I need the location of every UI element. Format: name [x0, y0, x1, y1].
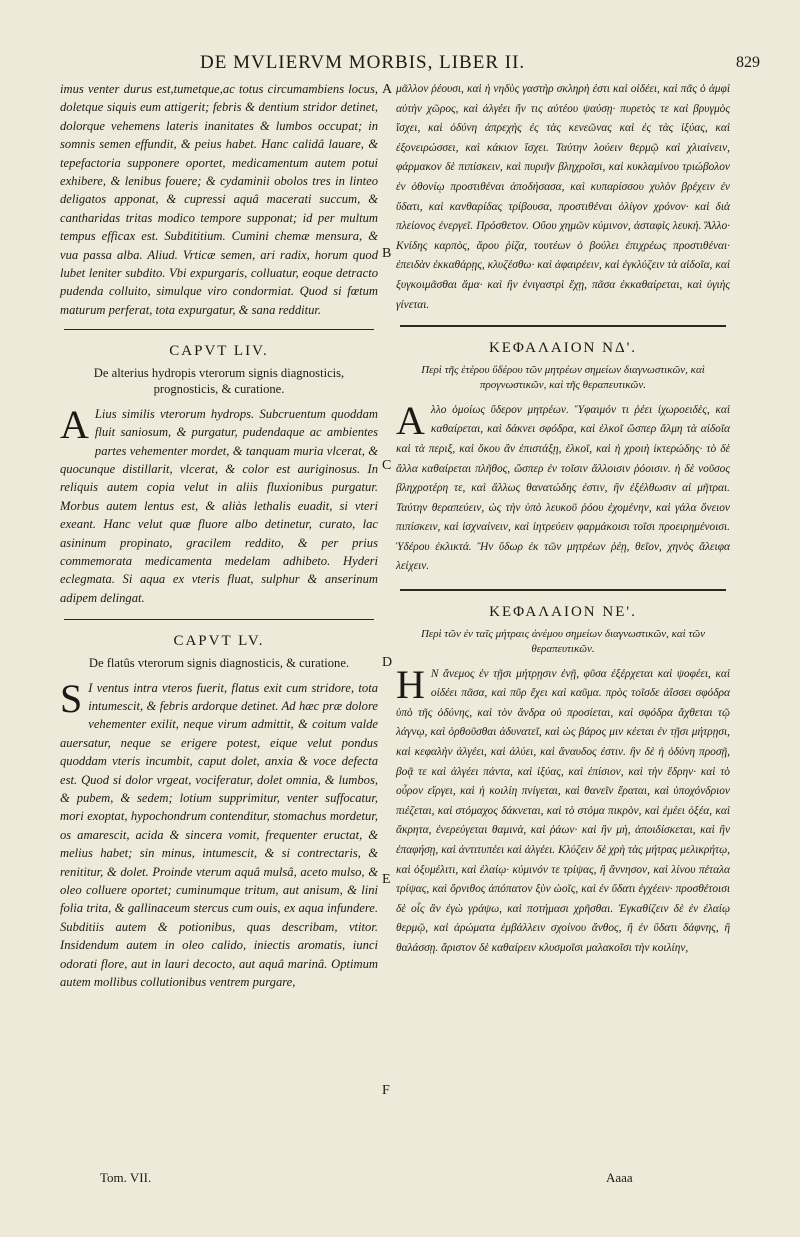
chapter-55-text: I ventus intra vteros fuerit, flatus exit cum stridore, tota intumescit, & febris ardorque detinet. Ad hæc præ dolore vehementer exilit, neque virum admittit, & coitum valde auersatur, neque se erigere potest, eique velut pondus quoddam vteris incumbit, caput dolet, anxia & voce defecta est. Quod si dolor vrgeat, vociferatur, dolet omnia, & lumbos, & pubem, & sedem; lotium supprimitur, venter suffocatur, mori exoptat, hypochondrum contenditur, stomachus mordetur, os amarescit, acida & sincera vomit, frequenter eructat, & melius habet; sin minus, intumescit, & si contrectaris, & renititur, & dolet. Proinde vterum aquâ mulsâ, aceto mulso, & oleo colluere oportet; cuminumque tritum, aut anisum, & lini folia trita, & gallinaceum stercus cum ouis, ex aqua infundere. Subditiis autem & potionibus, quas describam, vtitor. Insidendum autem in oleo calido, iniectis aromatis, iunci odorati flore, aut in lauri decocto, aut aquâ marinâ. Optimum autem mollibus collutionibus ventrem purgare, — [60, 680, 378, 990]
margin-letter-c: C — [382, 458, 392, 473]
kephalaion-55-title: ΚΕΦΑΛΑΙΟΝ ΝΕ'. — [489, 604, 637, 621]
latin-intro-text: imus venter durus est,tumetque,ac totus circumambiens locus, doletque siquis eum attigerit; febris & dentium stridor detinet, dolorque vehemens lateris inanitates & lumbos occupat; in somnis semen effundit, & peius habet. Hanc calidâ lauare, & tepefactoria supponere oportet, medicamentum autem potui exhibere, & lenibus fouere; & cydaminii obolos tres in linteo deligatos apponat, & cupressi aquâ macerati succum, & cantharidas tritas modico tempore supponat; id per multum tempus efficax est. Subdititium. Cumini chemæ mensura, & vua passa alba. Aliud. Vrticæ semen, ari radix, horum quod lubet leniter subdito. Vbi expurgaris, colluatur, eoque detracto pudenda colluito, simulque viro condormiat. Quod si fœtum maturum perferat, tota expurgatur, & sana redditur. — [60, 82, 378, 317]
drop-cap: Η — [396, 661, 425, 707]
section-divider — [64, 329, 374, 330]
chapter-55-subtitle: De flatûs vterorum signis diagnosticis, & curatione. — [88, 655, 350, 670]
margin-letter-b: B — [382, 246, 392, 261]
volume-label: Tom. VII. — [100, 1170, 152, 1185]
running-title: DE MVLIERVM MORBIS, LIBER II. — [200, 52, 526, 73]
latin-column — [60, 80, 378, 991]
kephalaion-55-text: Ν ἄνεμος ἐν τῇσι μήτρῃσιν ἐνῇ, φῦσα ἐξέρχεται καὶ ψοφέει, καὶ οἰδέει πᾶσα, καὶ πῦρ ἔχει καὶ καῦμα. πρὸς τοῖσδε ἀΐσσει σφόδρα ὑπὸ τῆς ὀδύνης, καὶ τὸν ἄνδρα οὐ προσίεται, καὶ σφόδρα ἄχθεται τῷ λάγνῳ, καὶ ὀρθοῦσθαι ἀδυνατεῖ, καὶ ὡς βάρος μιν κέεται ἐν τῇσι μήτρῃσι, καὶ κεφαλὴν ἀλγέει, καὶ ἀλύει, καὶ ἄναυδος ἐστιν. ἢν δὲ ἡ ὀδύνη προσῇ, βοᾷ τε καὶ ἀλγέει πάντα, καὶ ἰξύας, καὶ ἐπίσιον, καὶ τὴν ἕδρην· καὶ τὸ οὖρον εἴργει, καὶ ἡ κοιλίη πνίγεται, καὶ θανεῖν ἔραται, καὶ ὑποχόνδριον πιέζεται, καὶ στόμαχος δάκνεται, καὶ τὸ στόμα πικρὸν, καὶ ἐμέει ὀξέα, καὶ ἄκρητα, ἐνερεύγεται θαμινὰ, καὶ ῥάων· καὶ ἢν μὴ, ἀποιδίσκεται, καὶ ἢν ἐπαφήσῃ, καὶ ἀντιτυπέει καὶ ἀλγέει. Κλύζειν δὲ χρὴ τὰς μήτρας μελικρήτῳ, καὶ ὀξυμέλιτι, καὶ ἐλαίῳ· κύμινόν τε τρίψας, ἢ ἄννησον, καὶ λίνου πέταλα τρίψας, καὶ ὄρνιθος ἀπόπατον ξὺν ὠοῖς, καὶ ἐν ὕδατι ἐγχέειν· προσθέτοισι δὲ οἷς ἂν ἐγὼ γράψω, καὶ ποτήμασι χρῆσθαι. Ἐγκαθίζειν δὲ ἐν ἐλαίῳ θερμῷ, καὶ ἀρώματα ἐμβάλλειν σχοίνου ἄνθος, ἢ ἐν ὕδατι δάφνης, ἢ θαλάσσῃ. ἄριστον δὲ καθαίρειν κλυσμοῖσι μαλακοῖσι τὴν κοιλίην, — [396, 667, 730, 954]
signature-mark: Aaaa — [606, 1170, 633, 1185]
margin-letter-e: E — [382, 872, 391, 887]
chapter-54-subtitle: De alterius hydropis vterorum signis diagnosticis, prognosticis, & curatione. — [93, 365, 345, 396]
section-divider — [400, 589, 726, 591]
chapter-54-text: Lius similis vterorum hydrops. Subcruentum quoddam fluit saniosum, & purgatur, pudendaque ac ambientes partes vehementer mordet, & tanquam muria vlcerat, & quocunque distillarit, vlcerat, & color est auriginosus. In reliquis autem copia velut in aliis fluxionibus purgatur. Morbus autem lentus est, & aliàs lethalis euadit, si vteri exeant. Hanc velut quæ fluore albo detinetur, curato, lac asininum propinato, gracilem reddito, & per prius commemorata medicamenta medelam adhibeto. Hyderi eclegmata. Si aqua ex vteris fluat, sulphur & anserinum adipem delingat. — [60, 406, 378, 605]
drop-cap: S — [60, 675, 83, 721]
kephalaion-55-subtitle: Περὶ τῶν ἐν ταῖς μήτραις ἀνέμου σημείων διαγνωστικῶν, καὶ τῶν θεραπευτικῶν. — [420, 627, 706, 655]
drop-cap: A — [60, 401, 89, 447]
page-number: 829 — [736, 54, 760, 71]
section-divider — [400, 325, 726, 327]
kephalaion-54-text: λλο ὁμοίως ὕδερον μητρέων. Ὕφαιμόν τι ῥέει ἰχωροειδὲς, καὶ καθαίρεται, καὶ δάκνει σφόδρα, καὶ ἑλκοῖ ὥσπερ ἅλμη τὰ αἰδοῖα καὶ τὰ περιξ, καὶ ὅκου ἂν ἐπιστάξῃ, ἑλκοῖ, καὶ ἡ χροιὴ ἰκτερώδης· τὸ δὲ ἄλλα καθαίρεται πλῆθος, ὥσπερ ἐν τοῖσιν ἄλλοισιν ῥόοισιν. ἡ δὲ νοῦσος βληχροτέρη τε, καὶ ἄλλως θανατώδης ἐστιν, ἢν ἐξέλθωσιν αἱ μῆτραι. Ταύτην θεραπεύειν, ὡς τὴν ὑπὸ λευκοῦ ῥόου ἐχομένην, καὶ γάλα ὄνειον πιπίσκειν, καὶ ἰσχναίνειν, καὶ ἰητρεύειν φαρμάκοισι τοῖσι προειρημένοισι. Ὑδέρου ἐκλικτά. Ἢν ὕδωρ ἐκ τῶν μητρέων ῥέῃ, θεῖον, χηνὸς ἄλειφα λείχειν. — [396, 403, 730, 573]
section-divider — [64, 619, 374, 620]
greek-column — [396, 80, 730, 959]
kephalaion-54-subtitle: Περὶ τῆς ἑτέρου ὕδέρου τῶν μητρέων σημείων διαγνωστικῶν, καὶ προγνωστικῶν, καὶ τῆς θεραπευτικῶν. — [421, 363, 705, 391]
greek-intro-text: μᾶλλον ῥέουσι, καὶ ἡ νηδὺς γαστὴρ σκληρὴ ἐστι καὶ οἰδέει, καὶ πᾶς ὁ ἀμφὶ αὐτὴν χῶρος, καὶ ἀλγέει ἤν τις αὐτέου ψαύσῃ· πυρετὸς τε καὶ βρυγμὸς ἴσχει, καὶ ὀδύνη ἀπρεχὴς ἐς τὰς κενεῶνας καὶ ἐς τὰς ἰξύας, καὶ ἐξονειρώσσει, καὶ κάκιον ἴσχει. Ταύτην λούειν θερμῷ καὶ χλιαίνειν, φάρμακον δὲ πιπίσκειν, καὶ πυριῆν βληχροῖσι, καὶ κυκλαμίνου τριώβολον ἐν ὀθονίῳ προστιθέναι ἀποδήσασα, καὶ κυπαρίσσου χυλὸν βρέχειν ἐν ὕδατι, καὶ κανθαρίδας τρίβουσα, προστιθέναι ὀλίγον χρόνον· καὶ διὰ πλείονος ἐνεργεῖ. Πρόσθετον. Οὔου χημῶν κύμινον, ἀσταφὶς λευκή. Ἄλλο· Κνίδης καρπὸς, ἄρου ῥίζα, τουτέων ὁ βούλει ἐπιχρέως προστιθέναι· ἐπειδὰν ἐκκαθάρῃς, κλυζέσθω· καὶ ἀφαιρέειν, καὶ ἐγκλύζειν τὰ αἰδοῖα, καὶ ξυγκοιμᾶσθαι ἅμα· καὶ ἢν ἐνιγαστρὶ ἔχῃ, πᾶσα ἐκκαθαίρεται, καὶ ὑγιὴς γίνεται. — [396, 83, 730, 311]
chapter-54-title: CAPVT LIV. — [169, 343, 269, 360]
drop-cap: Α — [396, 397, 425, 443]
margin-letter-d: D — [382, 655, 393, 670]
chapter-55-title: CAPVT LV. — [173, 633, 265, 650]
kephalaion-54-title: ΚΕΦΑΛΑΙΟΝ ΝΔ'. — [488, 340, 638, 357]
page-footer — [60, 1170, 760, 1190]
margin-letter-a: A — [382, 82, 393, 97]
page-header — [60, 50, 760, 80]
margin-letter-f: F — [382, 1083, 390, 1098]
